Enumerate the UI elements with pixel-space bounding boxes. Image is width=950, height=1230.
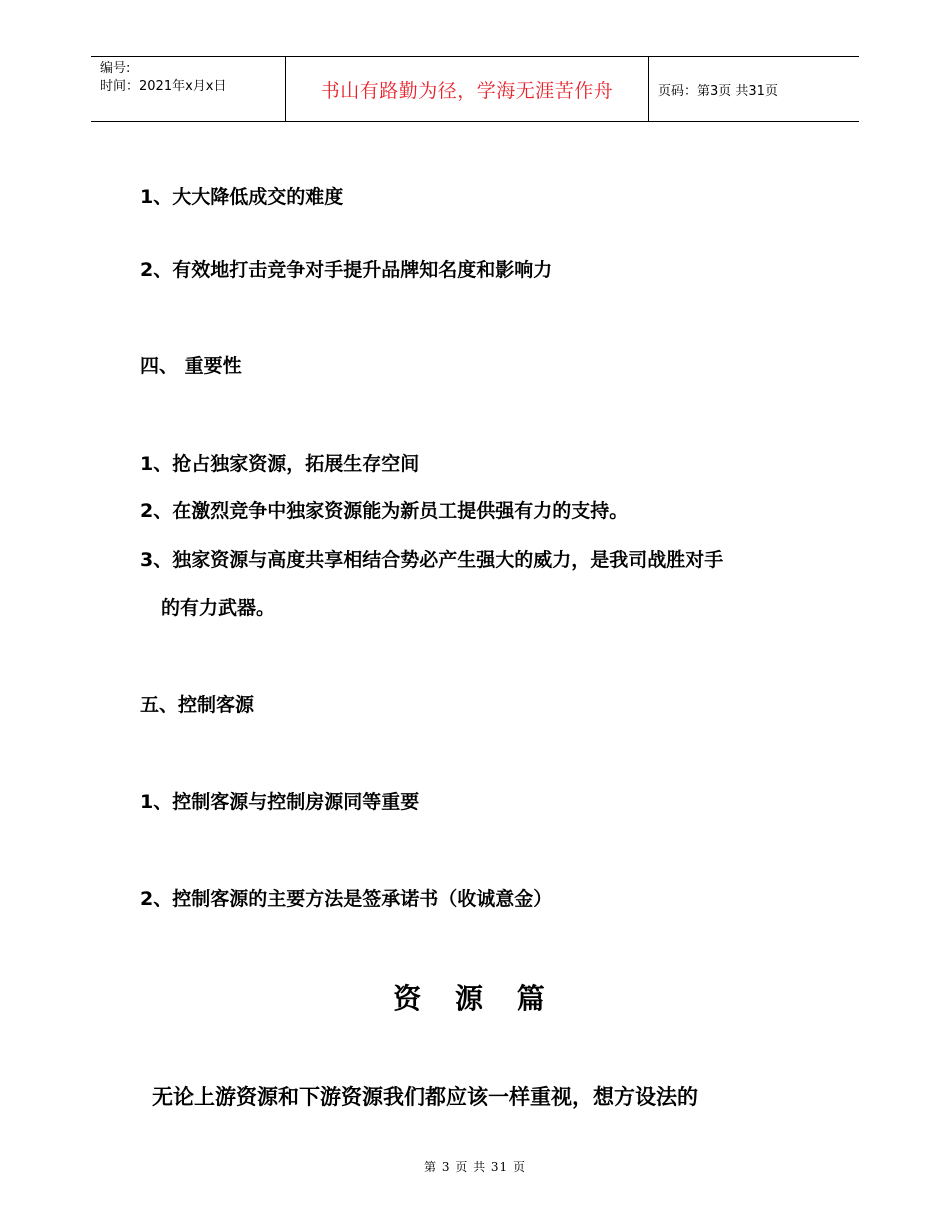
section-heading: 五、控制客源 (140, 694, 255, 716)
list-item: 1、大大降低成交的难度 (140, 186, 344, 208)
section-heading: 四、 重要性 (140, 355, 242, 377)
list-item: 1、控制客源与控制房源同等重要 (140, 791, 420, 813)
document-number-label: 编号: (100, 61, 131, 76)
page-footer: 第 3 页 共 31 页 (424, 1160, 526, 1174)
header-page-info: 页码：第3页 共31页 (658, 83, 778, 99)
list-item: 2、在激烈竞争中独家资源能为新员工提供强有力的支持。 (140, 500, 629, 522)
header-motto: 书山有路勤为径，学海无涯苦作舟 (286, 57, 649, 121)
list-item: 1、抢占独家资源，拓展生存空间 (140, 453, 420, 475)
page-section-title: 资 源 篇 (393, 982, 557, 1015)
document-time-label: 时间：2021年x月x日 (100, 79, 227, 94)
list-item: 2、控制客源的主要方法是签承诺书（收诚意金） (140, 888, 553, 910)
list-item-continuation: 的有力武器。 (161, 597, 276, 619)
list-item: 3、独家资源与高度共享相结合势必产生强大的威力，是我司战胜对手 (140, 549, 724, 571)
page-header (91, 56, 859, 122)
list-item: 2、有效地打击竞争对手提升品牌知名度和影响力 (140, 259, 553, 281)
header-meta (91, 57, 286, 121)
body-paragraph: 无论上游资源和下游资源我们都应该一样重视，想方设法的 (152, 1085, 698, 1109)
